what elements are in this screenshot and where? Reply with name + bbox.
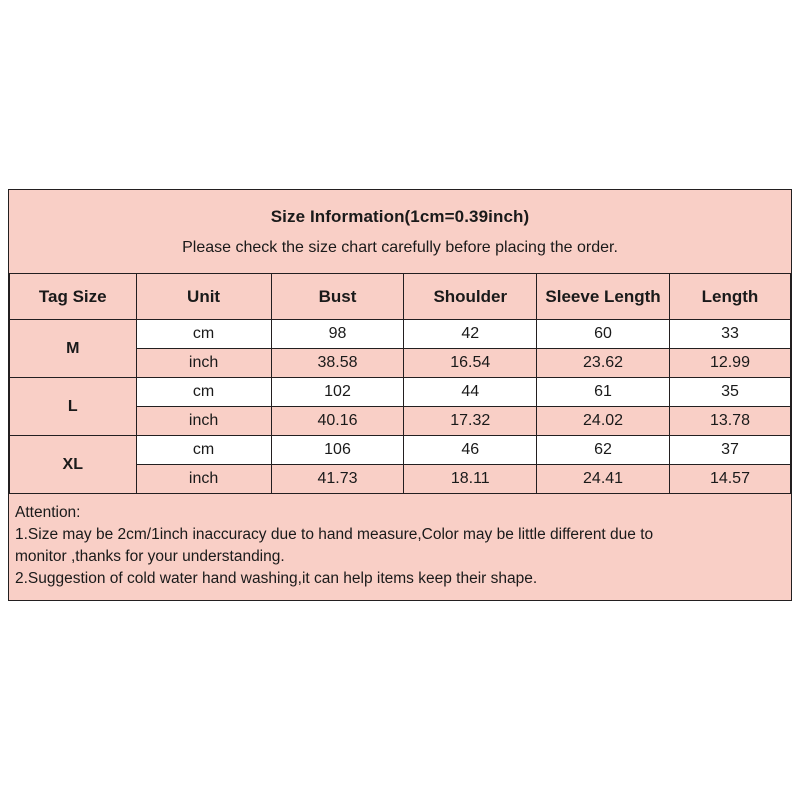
unit-cell: cm [136,320,271,349]
attention-line-3: 2.Suggestion of cold water hand washing,it can help items keep their shape. [15,570,538,587]
sleeve-length-cell: 61 [537,378,670,407]
sleeve-length-cell: 24.02 [537,407,670,436]
shoulder-cell: 42 [404,320,537,349]
length-cell: 13.78 [669,407,790,436]
sleeve-length-cell: 60 [537,320,670,349]
length-cell: 33 [669,320,790,349]
table-row [10,436,791,465]
shoulder-cell: 46 [404,436,537,465]
table-header-row [10,274,791,320]
length-cell: 14.57 [669,465,790,494]
column-header-sleeve-length: Sleeve Length [537,274,670,320]
chart-subtitle: Please check the size chart carefully before placing the order. [182,239,618,256]
shoulder-cell: 16.54 [404,349,537,378]
bust-cell: 40.16 [271,407,404,436]
column-header-tag-size: Tag Size [10,274,137,320]
unit-cell: cm [136,378,271,407]
table-row [10,320,791,349]
bust-cell: 38.58 [271,349,404,378]
attention-heading: Attention: [15,504,81,521]
length-cell: 12.99 [669,349,790,378]
shoulder-cell: 18.11 [404,465,537,494]
column-header-shoulder: Shoulder [404,274,537,320]
bust-cell: 98 [271,320,404,349]
sleeve-length-cell: 23.62 [537,349,670,378]
size-chart-panel [8,189,792,601]
column-header-length: Length [669,274,790,320]
tag-size-cell: XL [10,436,137,494]
sleeve-length-cell: 24.41 [537,465,670,494]
shoulder-cell: 44 [404,378,537,407]
tag-size-cell: M [10,320,137,378]
tag-size-cell: L [10,378,137,436]
column-header-bust: Bust [271,274,404,320]
attention-notes [9,494,791,600]
bust-cell: 106 [271,436,404,465]
bust-cell: 41.73 [271,465,404,494]
column-header-unit: Unit [136,274,271,320]
length-cell: 35 [669,378,790,407]
unit-cell: inch [136,407,271,436]
chart-title: Size Information(1cm=0.39inch) [270,207,530,226]
shoulder-cell: 17.32 [404,407,537,436]
unit-cell: inch [136,349,271,378]
unit-cell: cm [136,436,271,465]
sleeve-length-cell: 62 [537,436,670,465]
unit-cell: inch [136,465,271,494]
attention-line-2: monitor ,thanks for your understanding. [15,548,285,565]
bust-cell: 102 [271,378,404,407]
length-cell: 37 [669,436,790,465]
attention-line-1: 1.Size may be 2cm/1inch inaccuracy due to hand measure,Color may be little different due to [15,526,654,543]
size-table [9,273,791,494]
table-row [10,378,791,407]
